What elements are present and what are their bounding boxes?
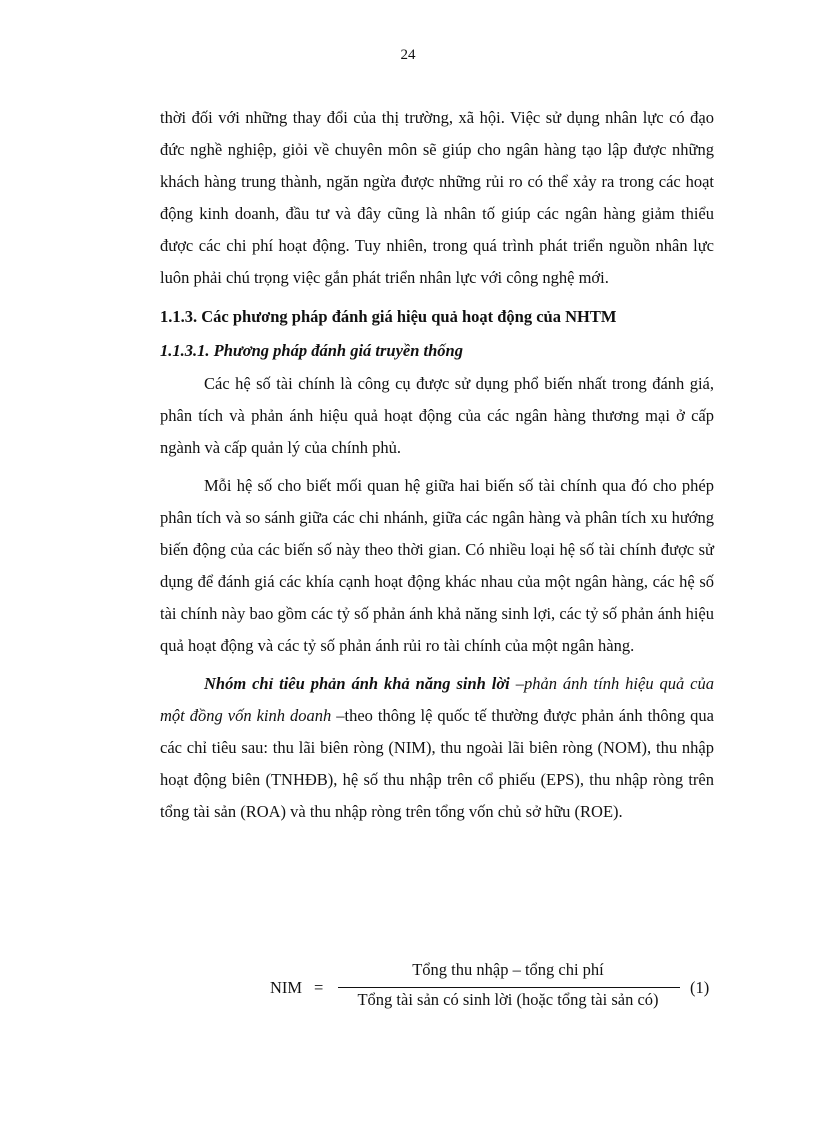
formula-lhs: NIM [270,978,303,997]
profitability-group-note: –phản ánh tính hiệu quả của một đồng vốn kinh doanh [160,674,715,725]
page-number: 24 [400,47,416,63]
section-heading: 1.1.3. Các phương pháp đánh giá hiệu quả hoạt động của NHTM [160,307,617,326]
formula-equals: = [314,978,324,997]
formula-reference: (1) [690,978,710,997]
profitability-group-title: Nhóm chỉ tiêu phản ánh khả năng sinh lời [204,674,510,693]
paragraph-human-resources: thời đối với những thay đổi của thị trường, xã hội. Việc sử dụng nhân lực có đạo đức nghề nghiệp, giỏi về chuyên môn sẽ giúp cho ngân hàng tạo lập được những khách hàng trung thành, ngăn ngừa được những rủi ro có thể xảy ra trong các hoạt động kinh doanh, đầu tư và đây cũng là nhân tố giúp các ngân hàng giảm thiểu được các chi phí hoạt động. Tuy nhiên, trong quá trình phát triển nguồn nhân lực luôn phải chú trọng việc gắn phát triển nhân lực với công nghệ mới. [160,108,714,287]
paragraph-financial-ratios: Các hệ số tài chính là công cụ được sử dụng phổ biến nhất trong đánh giá, phân tích và phản ánh hiệu quả hoạt động của các ngân hàng thương mại ở cấp ngành và cấp quản lý của chính phủ. [160,374,714,457]
paragraph-profitability-group [160,668,714,828]
fraction-bar [338,987,680,988]
paragraph-ratio-relationships: Mỗi hệ số cho biết mối quan hệ giữa hai biến số tài chính qua đó cho phép phân tích và so sánh giữa các chi nhánh, giữa các ngân hàng và phân tích xu hướng biến động của các biến số này theo thời gian. Có nhiều loại hệ số tài chính được sử dụng để đánh giá các khía cạnh hoạt động khác nhau của một ngân hàng, các hệ số tài chính này bao gồm các tỷ số phản ánh khả năng sinh lợi, các tỷ số phản ánh hiệu quả hoạt động và các tỷ số phản ánh rủi ro tài chính của một ngân hàng. [160,476,714,655]
formula-denominator: Tổng tài sản có sinh lời (hoặc tổng tài sản có) [357,990,659,1009]
document-body [160,102,714,828]
nim-formula [270,958,720,1018]
formula-numerator: Tổng thu nhập – tổng chi phí [412,960,604,979]
profitability-group-text: –theo thông lệ quốc tế thường được phản ánh thông qua các chỉ tiêu sau: thu lãi biên ròng (NIM), thu ngoài lãi biên ròng (NOM), thu nhập hoạt động biên (TNHĐB), hệ số thu nhập trên cổ phiếu (EPS), thu nhập ròng trên tổng tài sản (ROA) và thu nhập ròng trên tổng vốn chủ sở hữu (ROE). [160,706,715,821]
subsection-heading: 1.1.3.1. Phương pháp đánh giá truyền thống [160,341,463,360]
